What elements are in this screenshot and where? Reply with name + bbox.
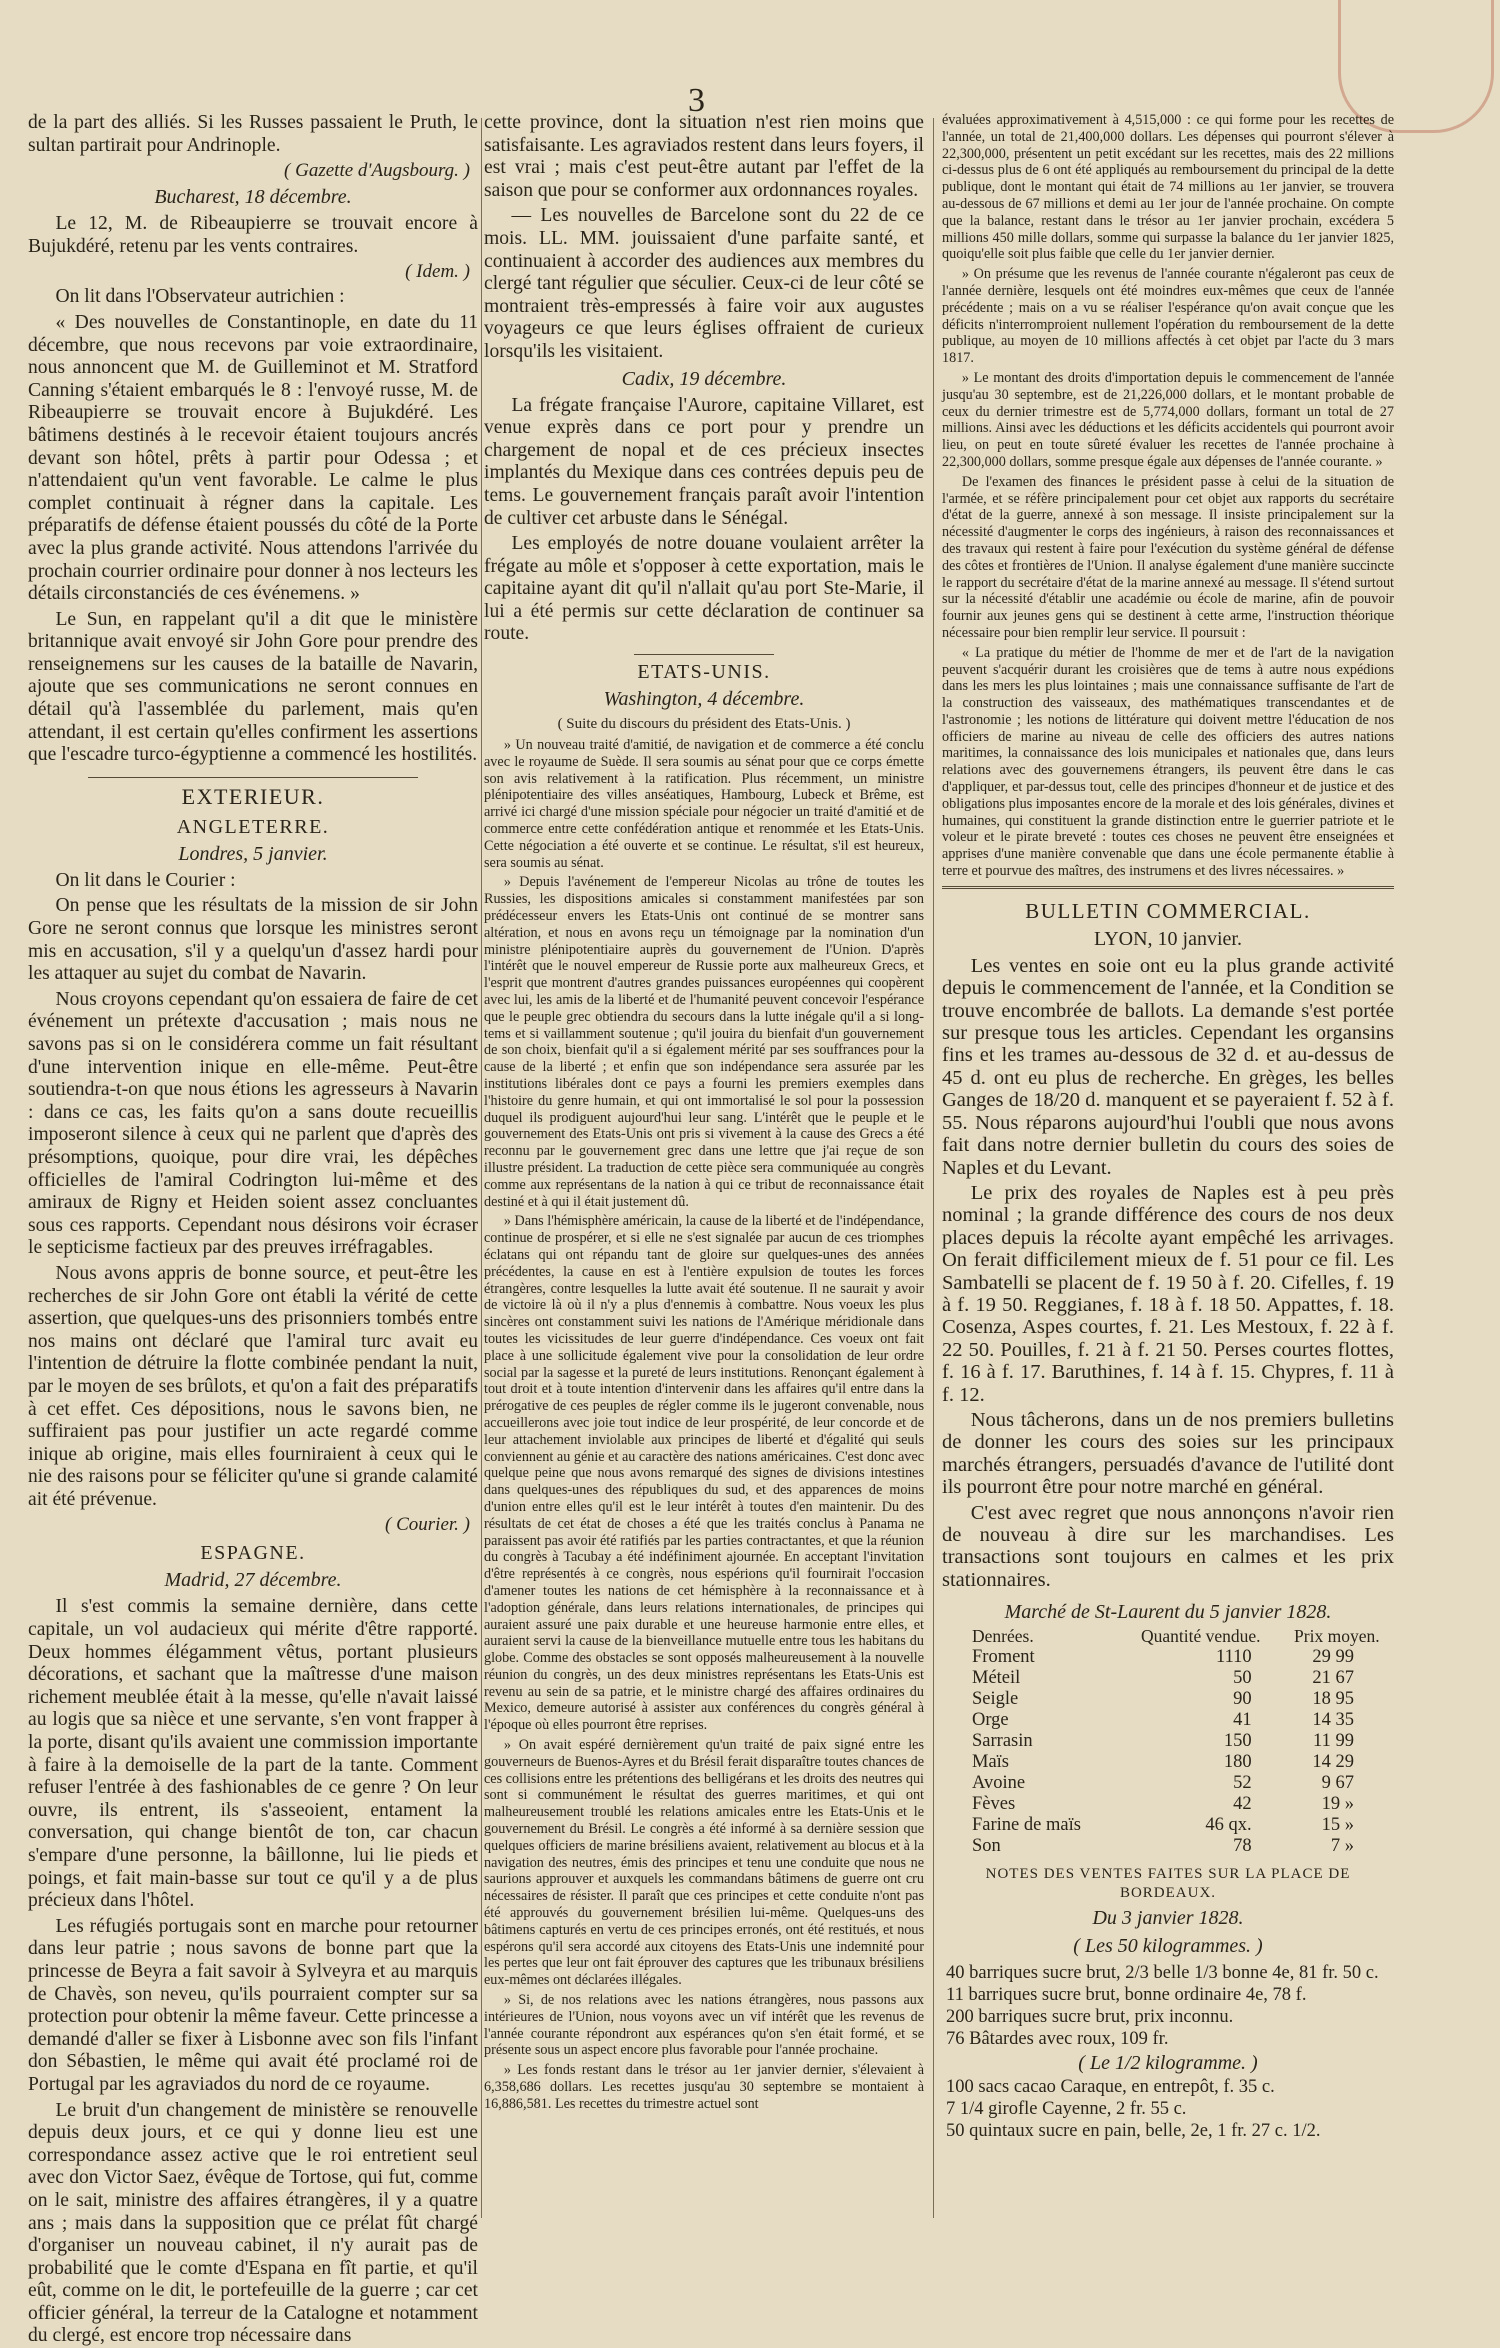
sale-line: 11 barriques sucre brut, bonne ordinaire 4e, 78 f. [946, 1985, 1307, 2006]
paragraph: De l'examen des finances le président passe à celui de la situation de l'armée, et se réfère principalement pour cet objet aux rapports du secrétaire d'état de la guerre, annexé à son message. Il insiste principalement sur la nécessité d'augmenter le corps des ingénieurs, à raison des reconnaissances et des travaux qui restent à faire pour l'exécution du système général de défense des côtes et frontières de l'Union. Il analyse également d'une manière succincte le rapport du secrétaire d'état de la marine annexé au message. Il s'étend surtout sur la nécessité d'établir une académie ou école de marine, afin de pouvoir fournir aux jeunes gens qui se destinent à cette arme, l'instruction théorique nécessaire pour bien remplir leur service. Il poursuit : [942, 473, 1394, 641]
paragraph: » Depuis l'avénement de l'empereur Nicolas au trône de toutes les Russies, les dispositions amicales si constamment manifestées par son prédécesseur envers les Etats-Unis ont continué de se montrer sans altération, et nous en avons reçu un témoignage par la nomination d'un ministre plénipotentiaire auprès du gouvernement de l'Union. D'après l'intérêt que le nouvel empereur de Russie porte aux malheureux Grecs, et l'esprit que montrent d'autres grandes puissances européennes qui coopèrent avec lui, les amis de la liberté et de l'humanité peuvent concevoir l'espérance que le peuple grec obtiendra du secours dans la lutte inégale qu'il a si long-tems et si vaillamment soutenue ; qu'il jouira du bienfait d'un gouvernement de son choix, bienfait qu'il a si également mérité par ses souffrances pour la cause de la liberté ; et enfin que son indépendance sera assurée par les institutions libérales dont ce pays a fourni les premiers exemples dans l'histoire du genre humain, et qui ont immortalisé le sol pour la possession duquel ils prodiguent aujourd'hui leur sang. L'intérêt que le peuple et le gouvernement des Etats-Unis ont pris si vivement à la cause des Grecs a été reconnu par le gouvernement grec dans une lettre que j'ai reçue de son illustre président. La traduction de cette pièce sera communiquée au congrès comme aux représentans de la nation à qui ce tribut de reconnaissance était destiné et à qui il était justement dû. [484, 874, 924, 1210]
country-heading: ETATS-UNIS. [637, 661, 771, 684]
dateline: Madrid, 27 décembre. [164, 1569, 342, 1592]
paragraph: Le prix des royales de Naples est à peu près nominal ; la grande différence des cours de nos deux places depuis la récolte ayant empêché les arrivages. On ferait difficilement mieux de f. 51 pour ce fil. Les Sambatelli se placent de f. 19 50 à f. 20. Cifelles, f. 19 à f. 19 50. Reggianes, f. 18 à f. 18 50. Appattes, f. 18. Cosenza, Aspes courtes, f. 21. Les Mestoux, f. 22 à f. 22 50. Pouilles, f. 21 à f. 21 50. Perses courtes flottes, f. 16 à f. 17. Baruthines, f. 14 à f. 15. Chypres, f. 11 à f. 12. [942, 1181, 1394, 1406]
paragraph: Le bruit d'un changement de ministère se renouvelle depuis deux jours, et ce qui y donne lieu est une correspondance assez active que le roi entretient seul avec don Victor Saez, évêque de Tortose, qui fut, comme on le sait, ministre des affaires étrangères, il y a quatre ans ; mais dans la supposition que ce prélat fût chargé d'organiser un nouveau cabinet, il n'y aurait pas de probabilité que le comte d'Espana en fît partie, et qu'il eût, comme on le dit, le portefeuille de la guerre ; car cet officier général, la terreur de la Catalogne et notamment du clergé, est encore trop nécessaire dans [28, 2099, 478, 2347]
continuation-note: ( Suite du discours du président des Etats-Unis. ) [557, 716, 851, 733]
table-cell-qty: 41 [1233, 1710, 1252, 1731]
paragraph: » Le montant des droits d'importation depuis le commencement de l'année jusqu'au 30 septembre, est de 21,226,000 dollars, et le montant probable de ceux du dernier trimestre est de 5,774,000 dollars, formant un total de 27 millions. Ainsi avec les déductions et les déficits accidentels qui pourront avoir lieu, on peut en toute sûreté évaluer les recettes de l'année prochaine à 22,300,000 dollars, somme presque égale aux dépenses de l'année courante. » [942, 369, 1394, 470]
table-cell-qty: 150 [1223, 1731, 1252, 1752]
table-row [942, 1752, 1394, 1773]
table-row [942, 1647, 1394, 1668]
table-cell-qty: 46 qx. [1205, 1815, 1252, 1836]
paragraph: On lit dans le Courier : [55, 869, 236, 891]
column-header: Denrées. [972, 1626, 1034, 1647]
paragraph: « Des nouvelles de Constantinople, en date du 11 décembre, que nous recevons par voie extraordinaire, nous annoncent que M. de Guilleminot et M. Stratford Canning s'étaient embarqués le 8 : l'envoyé russe, M. de Ribeaupierre se trouvait encore à Bujukdéré. Les bâtimens destinés à le recevoir étaient toujours ancrés devant son hôtel, prêts à partir pour Odessa ; et n'attendaient qu'un vent favorable. Le calme le plus complet continuait à régner dans la capitale. Les préparatifs de défense étaient poussés du côté de la Porte avec la plus grande activité. Nous attendons l'arrivée du prochain courrier ordinaire pour donner à nos lecteurs les détails circonstanciés de ces événemens. » [28, 311, 478, 605]
column-2 [484, 112, 924, 2218]
table-cell-price: 18 95 [1312, 1689, 1354, 1710]
section-divider [942, 886, 1394, 889]
dateline: Londres, 5 janvier. [178, 842, 328, 865]
sale-line: 76 Bâtardes avec roux, 109 fr. [946, 2029, 1169, 2050]
table-cell-price: 14 35 [1312, 1710, 1354, 1731]
table-cell-item: Seigle [972, 1689, 1019, 1710]
paragraph: de la part des alliés. Si les Russes passaient le Pruth, le sultan partirait pour Andrinople. [28, 112, 478, 156]
paragraph: « La pratique du métier de l'homme de mer et de l'art de la navigation peuvent s'acquérir durant les croisières que de tems à autre nous expédions dans les mers les plus lointaines ; mais une connaissance suffisante de l'art de la construction des vaisseaux, des mathématiques transcendantes et de l'astronomie ; les notions de littérature qui doivent mettre l'éducation de nos officiers de marine au niveau de celle des officiers des autres nations maritimes, la connaissance des lois municipales et nationales que, dans leurs relations avec des gouvernemens étrangers, ils peuvent être dans le cas d'appliquer, et par-dessus tout, celle des principes d'honneur et de justice et des obligations plus imposantes encore de la morale et des lois générales, divines et humaines, qui constituent la grande distinction entre le guerrier patriote et le voleur et le pirate breveté : toutes ces choses ne peuvent être enseignées et apprises d'une manière convenable que dans une école permanente établie à terre et pourvue des maîtres, des instrumens et des livres nécessaires. » [942, 644, 1394, 880]
table-cell-qty: 1110 [1216, 1647, 1252, 1668]
paragraph: Nous avons appris de bonne source, et peut-être les recherches de sir John Gore ont établi la vérité de cette assertion, que quelques-uns des prisonniers tombés entre nos mains ont déclaré que l'amiral turc avait eu l'intention de détruire la flotte combinée pendant la nuit, par le moyen de ses brûlots, et qu'on a fait des préparatifs à cet effet. Ces dépositions, nous le savons bien, ne suffiraient pas pour justifier un acte regardé comme inique ab origine, mais elles fourniraient à ceux qui le nie des raisons pour se féliciter qu'une si grande calamité ait été prévenue. [28, 1262, 478, 1510]
table-row [942, 1794, 1394, 1815]
sale-line: 100 sacs cacao Caraque, en entrepôt, f. 35 c. [946, 2077, 1275, 2098]
table-cell-item: Fèves [972, 1794, 1016, 1815]
table-cell-price: 21 67 [1312, 1668, 1354, 1689]
table-row [942, 1710, 1394, 1731]
sale-line: 200 barriques sucre brut, prix inconnu. [946, 2007, 1234, 2028]
market-title: Marché de St-Laurent du 5 janvier 1828. [1004, 1601, 1332, 1624]
table-cell-qty: 90 [1233, 1689, 1252, 1710]
column-header: Quantité vendue. [1141, 1626, 1261, 1647]
paragraph: Il s'est commis la semaine dernière, dans cette capitale, un vol audacieux qui mérite d'être rapporté. Deux hommes élégamment vêtus, portant plusieurs décorations, et sachant que la maîtresse d'une maison richement meublée était à la messe, qu'elle n'avait laissé au logis que sa nièce et une servante, s'en vont frapper à la porte, disant qu'ils avaient une commission importante à faire à la demoiselle de la part de la tante. Comment refuser l'entrée à des fashionables de ce genre ? On leur ouvre, ils entrent, ils s'asseoient, entament la conversation, qui change bientôt de ton, car chacun s'empare d'une personne, la bâillonne, lui lie pieds et poings, et fait main-basse sur tout ce qu'il y a de plus précieux dans l'hôtel. [28, 1596, 478, 1912]
paragraph: » Dans l'hémisphère américain, la cause de la liberté et de l'indépendance, continue de prospérer, et si elle ne s'est signalée par aucun de ces triomphes éclatans qui ont répandu tant de gloire sur quelques-unes des années précédentes, la cause en est à l'entière expulsion de toutes les forces étrangères, contre lesquelles la lutte avait été soutenue. Il ne saurait y avoir de victoire là où il n'y a plus d'ennemis à combattre. Nous voeux les plus sincères ont constamment suivi les nations de l'Amérique méridionale dans toutes les vicissitudes de leur guerre d'indépendance. Ces voeux ont fait place à une sollicitude également vive pour la consolidation de leur ordre social par la sagesse et la pureté de leurs institutions. Renonçant également à tout droit et à toute intention d'intervenir dans les affaires qu'il entre dans la prérogative de ces peuples de régler comme ils le jugeront convenable, nous accueillerons avec joie tout indice de leur prospérité, de leur concorde et de leur attachement inviolable aux principes de liberté et d'égalité qui seuls conviennent au génie et au caractère des nations américaines. C'est donc avec quelque peine que nous avons remarqué des signes de divisions intestines dans quelques-unes des républiques du sud, et des apparences de moins d'union entre elles qu'il est le leur intérêt à toutes d'en maintenir. Du des résultats de cet état de choses a été que les traités conclus à Panama ne paraissent pas avoir été ratifiés par les parties contractantes, et que la réunion du congrès à Tacubay a été indéfiniment ajournée. En acceptant l'invitation d'être représentés à ce congrès, nous espérions qu'il fournirait l'occasion d'amener toutes les nations de cet hémisphère à la reconnaissance et à l'adoption générale, dans leurs relations internationales, de principes qui auraient assuré une paix durable et une heureuse harmonie entre elles, et auraient servi la cause de la bienveillance mutuelle entre tous les habitans du globe. Comme des obstacles se sont opposés malheureusement à la nouvelle réunion du congrès, un des deux ministres représentans les Etats-Unis est revenu au sein de sa patrie, et le ministre chargé des affaires ordinaires du Mexico, demeure autorisé à assister aux conférences du congrès général à l'époque où elles pourront être reprises. [484, 1213, 924, 1734]
sale-line: 50 quintaux sucre en pain, belle, 2e, 1 fr. 27 c. 1/2. [946, 2121, 1321, 2142]
table-cell-price: 9 67 [1321, 1773, 1354, 1794]
paragraph: Nous tâcherons, dans un de nos premiers bulletins de donner les cours des soies sur les principaux marchés étrangers, persuadés d'avance de l'utilité dont ils pourront être pour notre marché en général. [942, 1408, 1394, 1499]
dateline: Washington, 4 décembre. [603, 688, 805, 711]
notes-unit: ( Les 50 kilogrammes. ) [1073, 1935, 1263, 1958]
table-cell-item: Sarrasin [972, 1731, 1033, 1752]
source-citation: ( Courier. ) [385, 1514, 470, 1536]
table-row [942, 1815, 1394, 1836]
dateline: Cadix, 19 décembre. [621, 367, 787, 390]
paragraph: cette province, dont la situation n'est rien moins que satisfaisante. Les agraviados restent dans leurs foyers, il est vrai ; mais c'est peut-être autant par l'effet de la saison que pour se conformer aux ordonnances royales. [484, 112, 924, 201]
dateline: LYON, 10 janvier. [1094, 927, 1242, 950]
paragraph: Les ventes en soie ont eu la plus grande activité depuis le commencement de l'année, et la Condition se trouve encombrée de ballots. La demande s'est portée sur presque tous les articles. Cependant les organsins fins et les trames au-dessous de 32 d. et au-dessus de 45 d. ont eu plus de recherche. En grèges, les belles Ganges de 18/20 d. manquent et se payeraient f. 52 à f. 55. Nous réparons aujourd'hui l'oubli que nous avons fait dans notre dernier bulletin du cours des soies de Naples et du Levant. [942, 954, 1394, 1179]
paragraph: Nous croyons cependant qu'on essaiera de faire de cet événement un prétexte d'accusation ; mais nous ne savons pas si on le considérera comme un fait résultant d'une intervention inique en elle-même. Peut-être soutiendra-t-on que nous étions les agresseurs à Navarin : dans ce cas, les faits qu'on a sans doute recueillis imposeront silence à ceux qui ne parlent que d'après des présomptions, quoique, pour dire vrai, les dépêches officielles de l'amiral Codrington lui-même et des amiraux de Rigny et Heiden soient assez concluantes sous ces rapports. Cependant nous désirons voir écraser le septicisme factieux par des preuves irréfragables. [28, 988, 478, 1259]
paragraph: évaluées approximativement à 4,515,000 : ce qui forme pour les recettes de l'année, un total de 21,400,000 dollars. Les dépenses qui pourront s'élever à 22,300,000, présentent un petit excédant sur les recettes, mais des 22 millions ci-dessus plus de 6 ont été appliqués au remboursement du principal de la dette publique, dont le montant qui était de 74 millions au 1er janvier, se trouvera au-dessous de 67 millions et demi au 1er jour de l'année prochaine. On compte que la balance, restant dans le trésor au 1er janvier prochain, excédera 5 millions 450 mille dollars, somme qui surpasse la balance du 1er janvier 1825, quoiqu'elle soit plus faible que celle du 1er janvier dernier. [942, 112, 1394, 263]
table-cell-price: 19 » [1321, 1794, 1354, 1815]
table-cell-price: 29 99 [1312, 1647, 1354, 1668]
paragraph: Les employés de notre douane voulaient arrêter la frégate au môle et s'opposer à cette exportation, mais le capitaine ayant dit qu'il n'allait qu'au port Ste-Marie, il lui a été permis sur cette déclaration de continuer sa route. [484, 533, 924, 645]
table-row [942, 1773, 1394, 1794]
paragraph: » On présume que les revenus de l'année courante n'égaleront pas ceux de l'année dernière, lesquels ont été moindres eux-mêmes que ceux de l'année précédente ; mais on a vu se réaliser l'espérance qu'on avait conçue que les déficits n'interromproient nullement l'opération du remboursement de la dette publique, au moyen de 10 millions affectés à cet objet par l'acte du 3 mars 1817. [942, 266, 1394, 367]
notes-title: NOTES DES VENTES FAITES SUR LA PLACE DE BORDEAUX. [985, 1866, 1351, 1902]
page-number: 3 [688, 82, 705, 119]
section-heading: BULLETIN COMMERCIAL. [1025, 898, 1311, 923]
table-cell-item: Maïs [972, 1752, 1009, 1773]
table-row [942, 1668, 1394, 1689]
paragraph: Le 12, M. de Ribeaupierre se trouvait encore à Bujukdéré, retenu par les vents contraires. [28, 213, 478, 257]
section-divider [634, 654, 774, 655]
table-cell-price: 7 » [1330, 1836, 1354, 1857]
paragraph: Le Sun, en rappelant qu'il a dit que le ministère britannique avait envoyé sir John Gore pour prendre des renseignemens sur les causes de la bataille de Navarin, ajoute que ses communications ne seront connues en détail qu'à l'assemblée du parlement, mais qu'en attendant, il est certain qu'elles confirment les assertions que l'escadre turco-égyptienne a commencé les hostilités. [28, 608, 478, 766]
section-heading: EXTERIEUR. [181, 783, 325, 809]
table-cell-item: Avoine [972, 1773, 1026, 1794]
paragraph: On lit dans l'Observateur autrichien : [55, 286, 345, 308]
country-heading: ANGLETERRE. [176, 815, 330, 838]
paragraph: — Les nouvelles de Barcelone sont du 22 de ce mois. LL. MM. jouissaient d'une parfaite santé, et continuaient à accorder des audiences aux membres du clergé tant régulier que séculier. Ceux-ci de leur côté se montraient très-empressés à faire voir aux augustes voyageurs ce que leurs églises offraient de curieux lorsqu'ils les visitaient. [484, 205, 924, 362]
column-rule [481, 118, 482, 2218]
table-row [942, 1731, 1394, 1752]
table-cell-qty: 52 [1233, 1773, 1252, 1794]
table-cell-item: Méteil [972, 1668, 1021, 1689]
sale-line: 40 barriques sucre brut, 2/3 belle 1/3 bonne 4e, 81 fr. 50 c. [946, 1963, 1379, 1984]
market-table [942, 1626, 1394, 1857]
table-header-row [942, 1626, 1394, 1647]
paragraph: On pense que les résultats de la mission de sir John Gore ne seront connus que lorsque les ministres seront mis en accusation, s'il y a quelqu'un d'assez hardi pour les attaquer au sujet du combat de Navarin. [28, 895, 478, 985]
table-cell-item: Orge [972, 1710, 1009, 1731]
notes-date: Du 3 janvier 1828. [1092, 1907, 1244, 1930]
paragraph: C'est avec regret que nous annonçons n'avoir rien de nouveau à dire sur les marchandises. Les transactions sont toujours en calmes et les prix stationnaires. [942, 1501, 1394, 1591]
table-cell-item: Son [972, 1836, 1001, 1857]
paragraph: » Un nouveau traité d'amitié, de navigation et de commerce a été conclu avec le royaume de Suède. Il sera soumis au sénat pour que ce corps émette son avis relativement à la ratification. Plus récemment, un ministre plénipotentiaire des villes anséatiques, Hambourg, Lubeck et Brême, est arrivé ici chargé d'une mission spéciale pour négocier un traité d'amitié et de commerce entre cette confédération antique et renommée et les Etats-Unis. Cette négociation a été ouverte et se continue. Le résultat, s'il est heureux, sera soumis au sénat. [484, 737, 924, 871]
sale-line: 7 1/4 girofle Cayenne, 2 fr. 55 c. [946, 2099, 1187, 2120]
source-citation: ( Gazette d'Augsbourg. ) [284, 160, 470, 182]
table-cell-item: Farine de maïs [972, 1815, 1081, 1836]
table-cell-price: 11 99 [1313, 1731, 1354, 1752]
table-cell-price: 14 29 [1312, 1752, 1354, 1773]
table-row [942, 1689, 1394, 1710]
paragraph: Les réfugiés portugais sont en marche pour retourner dans leur patrie ; nous savons de bonne part que la princesse de Beyra a fait savoir à Sylveyra et au marquis de Chavès, son neveu, qu'ils pourraient compter sur sa protection pour obtenir la même faveur. Cette princesse a demandé d'aller se fixer à Lisbonne avec son fils l'infant don Sébastien, le même qui avait été proclamé roi de Portugal par les agraviados du nord de ce royaume. [28, 1915, 478, 2095]
table-row [942, 1836, 1394, 1857]
table-cell-qty: 78 [1233, 1836, 1252, 1857]
paragraph: » On avait espéré dernièrement qu'un traité de paix signé entre les gouverneurs de Buenos-Ayres et du Brésil ferait disparaître toutes chances de ces collisions entre les prétentions des belligérans et les droits des neutres qui sont si communément le résultat des guerres maritimes, et qui ont malheureusement troublé les relations amicales entre les Etats-Unis et le gouvernement du Brésil. Le congrès a été informé à sa dernière session que quelques officiers de marine brésiliens avaient, relativement au blocus et à la navigation des neutres, émis des principes et tenu une conduite que nous ne saurions approuver et auxquels les commandans bâtimens de guerre ont cru nécessaires de résister. Il paraît que ces principes et cette conduite n'ont pas été approuvés du gouvernement brésilien lui-même. Quelques-uns des bâtimens capturés en vertu de ces principes erronés, ont été restitués, et nous espérons qu'il sera accordé aux citoyens des Etats-Unis une indemnité pour les pertes que leur ont fait éprouver des captures que les tribunaux brésiliens eux-mêmes ont déclarées illégales. [484, 1737, 924, 1989]
column-3 [942, 112, 1394, 2218]
table-cell-qty: 180 [1223, 1752, 1252, 1773]
source-citation: ( Idem. ) [405, 261, 470, 283]
table-cell-qty: 50 [1233, 1668, 1252, 1689]
table-cell-item: Froment [972, 1647, 1035, 1668]
notes-unit: ( Le 1/2 kilogramme. ) [1078, 2052, 1258, 2075]
paragraph: La frégate française l'Aurore, capitaine Villaret, est venue exprès dans ce port pour y prendre un chargement de nopal et de ces précieux insectes implantés du Mexique dans ces contrées depuis peu de tems. Le gouvernement français paraît avoir l'intention de cultiver cet arbuste dans le Sénégal. [484, 394, 924, 529]
column-rule [933, 118, 934, 2218]
country-heading: ESPAGNE. [200, 1542, 306, 1565]
paragraph: » Si, de nos relations avec les nations étrangères, nous passons aux intérieures de l'Union, nous voyons avec un vif intérêt que les revenus de l'année courante répondront aux espérances qu'on s'en était formé, et se présente sous un aspect encore plus favorable pour l'année prochaine. [484, 1992, 924, 2059]
paragraph: » Les fonds restant dans le trésor au 1er janvier dernier, s'élevaient à 6,358,686 dollars. Les recettes jusqu'au 30 septembre se montaient à 16,886,581. Les recettes du trimestre actuel sont [484, 2062, 924, 2112]
dateline: Bucharest, 18 décembre. [154, 186, 352, 209]
table-cell-qty: 42 [1233, 1794, 1252, 1815]
table-cell-price: 15 » [1321, 1815, 1354, 1836]
section-divider [88, 777, 418, 778]
column-1 [28, 112, 478, 2347]
column-header: Prix moyen. [1294, 1626, 1380, 1647]
